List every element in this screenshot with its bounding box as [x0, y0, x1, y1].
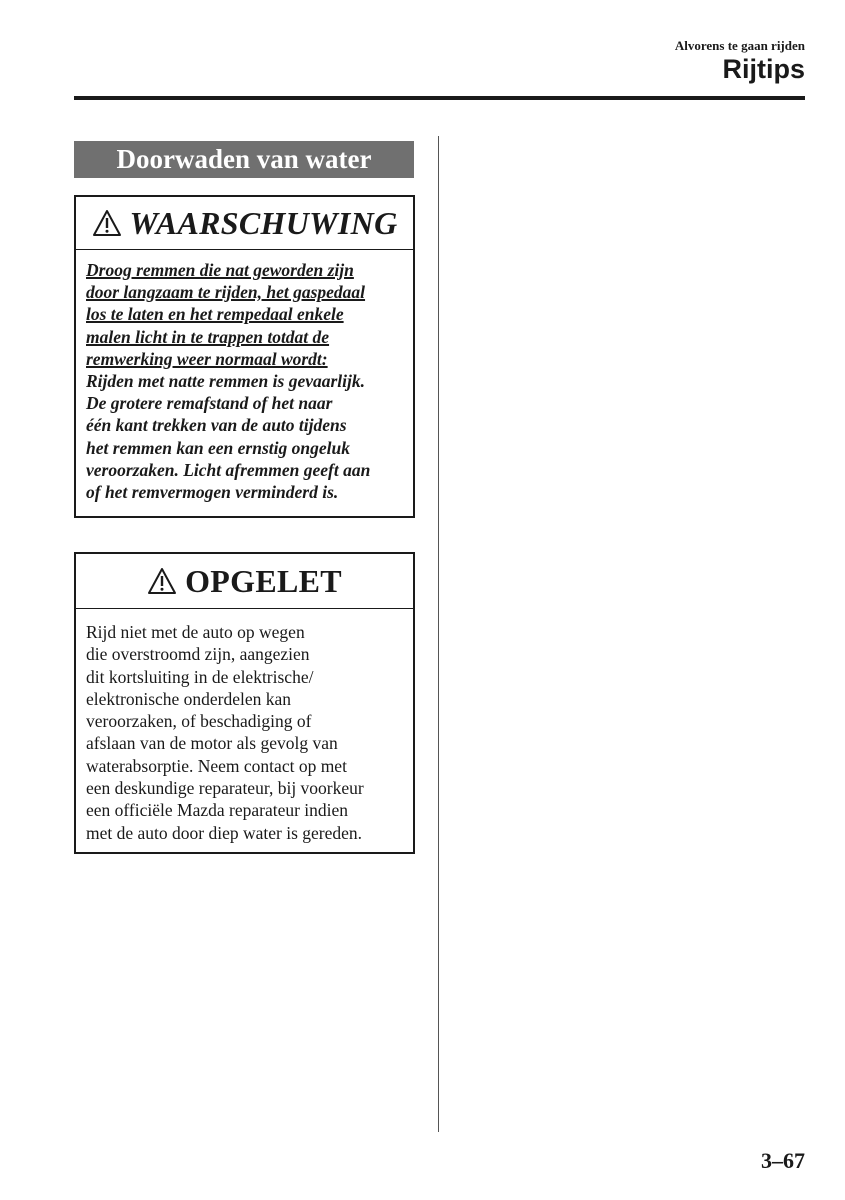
warning-header: [76, 197, 413, 250]
page-number: 3–67: [761, 1148, 805, 1173]
header-rule: [74, 96, 805, 100]
caution-box: [74, 552, 415, 854]
warning-text: [76, 250, 413, 503]
warning-line: Droog remmen die nat geworden zijn: [86, 260, 354, 280]
caution-line: Rijd niet met de auto op wegen: [86, 622, 305, 642]
warning-line: remwerking weer normaal wordt:: [86, 348, 328, 369]
warning-line: Rijden met natte remmen is gevaarlijk.: [86, 371, 366, 392]
caution-line: veroorzaken, of beschadiging of: [86, 711, 312, 732]
warning-label: WAARSCHUWING: [129, 204, 398, 241]
warning-triangle-icon: [147, 567, 177, 595]
caution-label: OPGELET: [185, 562, 342, 599]
warning-line: los te laten en het rempedaal enkele: [86, 304, 344, 325]
caution-line: die overstroomd zijn, aangezien: [86, 644, 310, 665]
caution-line: elektronische onderdelen kan: [86, 688, 292, 709]
warning-line: veroorzaken. Licht afremmen geeft aan: [86, 459, 371, 480]
warning-line: De grotere remafstand of het naar: [86, 393, 333, 414]
caution-line: een officiële Mazda reparateur indien: [86, 800, 349, 821]
caution-line: waterabsorptie. Neem contact op met: [86, 755, 347, 776]
warning-triangle-icon: [92, 209, 122, 237]
section-title: Doorwaden van water: [74, 141, 414, 178]
caution-line: met de auto door diep water is gereden.: [86, 822, 363, 843]
caution-text: [76, 609, 413, 844]
column-divider: [438, 136, 439, 1132]
warning-line: of het remvermogen verminderd is.: [86, 482, 339, 503]
running-header-chapter: Rijtips: [722, 54, 805, 84]
caution-line: een deskundige reparateur, bij voorkeur: [86, 778, 364, 799]
running-header-section: Alvorens te gaan rijden: [674, 38, 805, 53]
caution-line: afslaan van de motor als gevolg van: [86, 733, 338, 754]
warning-line: malen licht in te trappen totdat de: [86, 326, 330, 347]
warning-line: door langzaam te rijden, het gaspedaal: [86, 282, 366, 303]
warning-box: [74, 195, 415, 518]
caution-line: dit kortsluiting in de elektrische/: [86, 666, 314, 687]
warning-line: het remmen kan een ernstig ongeluk: [86, 437, 350, 458]
caution-header: [76, 554, 413, 609]
warning-line: één kant trekken van de auto tijdens: [86, 415, 347, 436]
